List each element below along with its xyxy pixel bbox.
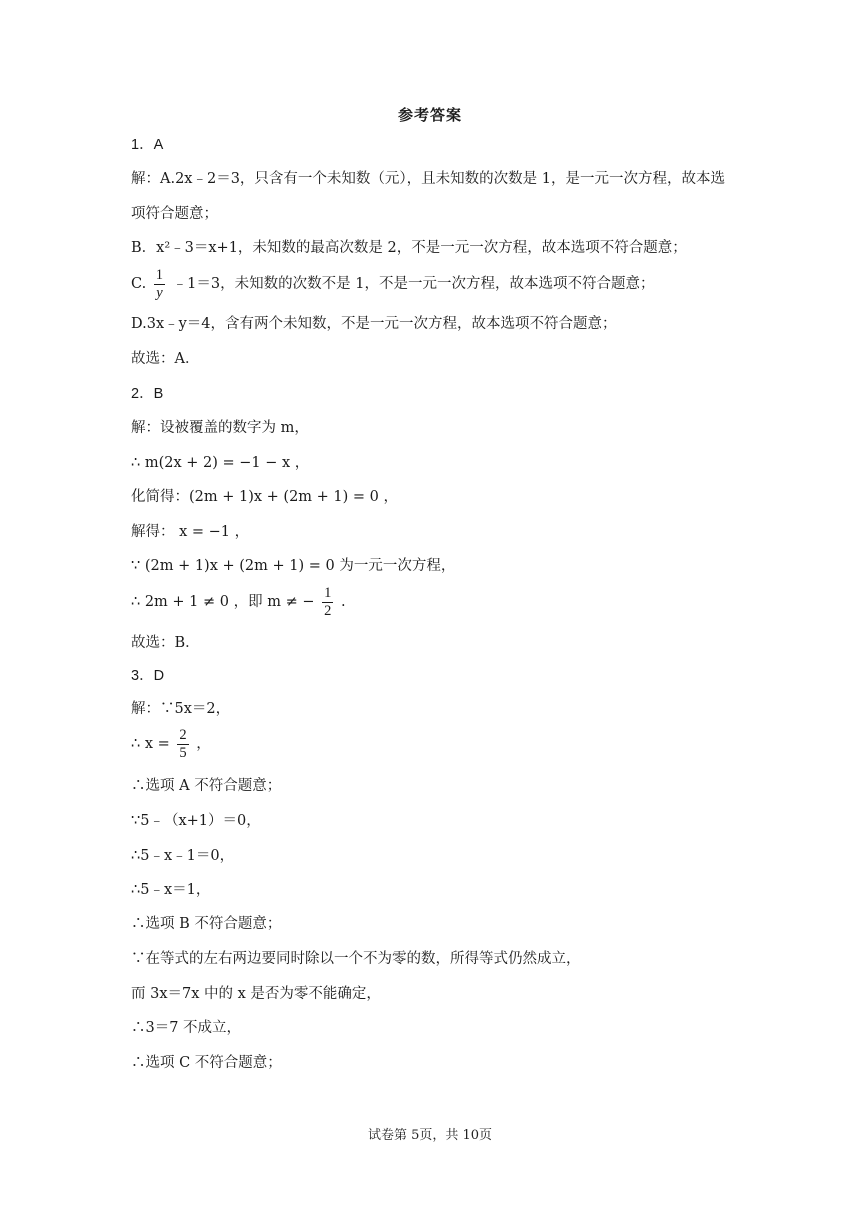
q2-line-3: 化简得：(2m + 1)x + (2m + 1) = 0 ， — [131, 489, 399, 505]
q1-line-3: B．x²﹣3＝x+1，未知数的最高次数是 2，不是一元一次方程，故本选项不符合题意； — [131, 240, 687, 256]
q2-line-7: 故选：B． — [131, 635, 200, 651]
q1-fraction-numerator: 1 — [155, 266, 164, 283]
q3-line-2 — [131, 726, 211, 762]
q3-line-8: ∵在等式的左右两边要同时除以一个不为零的数，所得等式仍然成立， — [131, 951, 581, 967]
q3-line-2-prefix: ∴ x = — [131, 736, 170, 752]
q1-answer-head: 1．A — [131, 137, 164, 153]
q1-line-5: D.3x﹣y＝4，含有两个未知数，不是一元一次方程，故本选项不符合题意； — [131, 316, 617, 332]
q1-fraction — [154, 267, 165, 302]
q3-line-4: ∵5﹣（x+1）＝0， — [131, 813, 261, 829]
q3-line-7: ∴选项 B 不符合题意； — [131, 916, 282, 932]
page-footer: 试卷第 5页，共 10页 — [367, 1128, 493, 1143]
q1-line-4 — [131, 266, 654, 302]
q3-fraction — [177, 727, 188, 762]
q2-fraction-denominator: 2 — [324, 602, 332, 619]
q2-line-5: ∵ (2m + 1)x + (2m + 1) = 0 为一元一次方程， — [131, 558, 456, 574]
q2-line-2: ∴ m(2x + 2) = −1 − x ， — [131, 455, 310, 471]
q3-line-10: ∴3＝7 不成立， — [131, 1020, 242, 1036]
q3-line-3: ∴选项 A 不符合题意； — [131, 778, 282, 794]
q2-line-6-suffix: . — [340, 594, 346, 610]
q1-line-4-prefix: C. — [131, 276, 147, 292]
q1-line-1: 解：A.2x﹣2＝3，只含有一个未知数（元），且未知数的次数是 1，是一元一次方程，故本选 — [131, 171, 726, 187]
q1-fraction-denominator: y — [154, 284, 165, 302]
q3-line-2-suffix: ， — [196, 736, 211, 752]
q2-fraction-numerator: 1 — [324, 584, 332, 601]
q2-line-6-prefix: ∴ 2m + 1 ≠ 0 ，即 m ≠ − — [131, 594, 315, 610]
q3-answer-head: 3．D — [131, 668, 165, 684]
q2-fraction — [322, 585, 333, 620]
q3-line-9: 而 3x＝7x 中的 x 是否为零不能确定， — [131, 986, 381, 1002]
q3-line-6: ∴5﹣x＝1， — [131, 882, 211, 898]
q3-fraction-numerator: 2 — [179, 726, 187, 743]
q2-line-4: 解得： x = −1 ， — [131, 524, 250, 540]
q2-answer-head: 2．B — [131, 386, 164, 402]
q2-line-1: 解：设被覆盖的数字为 m， — [131, 420, 309, 436]
q1-line-2: 项符合题意； — [131, 206, 218, 222]
q3-line-5: ∴5﹣x﹣1＝0， — [131, 848, 235, 864]
q1-line-4-suffix: ﹣1＝3，未知数的次数不是 1，不是一元一次方程，故本选项不符合题意； — [172, 276, 655, 292]
q1-line-6: 故选：A． — [131, 351, 200, 367]
q3-line-11: ∴选项 C 不符合题意； — [131, 1055, 282, 1071]
q3-line-1: 解：∵5x＝2， — [131, 701, 231, 717]
q3-fraction-denominator: 5 — [179, 744, 187, 761]
q2-line-6 — [131, 584, 346, 620]
page-title: 参考答案 — [397, 106, 462, 124]
